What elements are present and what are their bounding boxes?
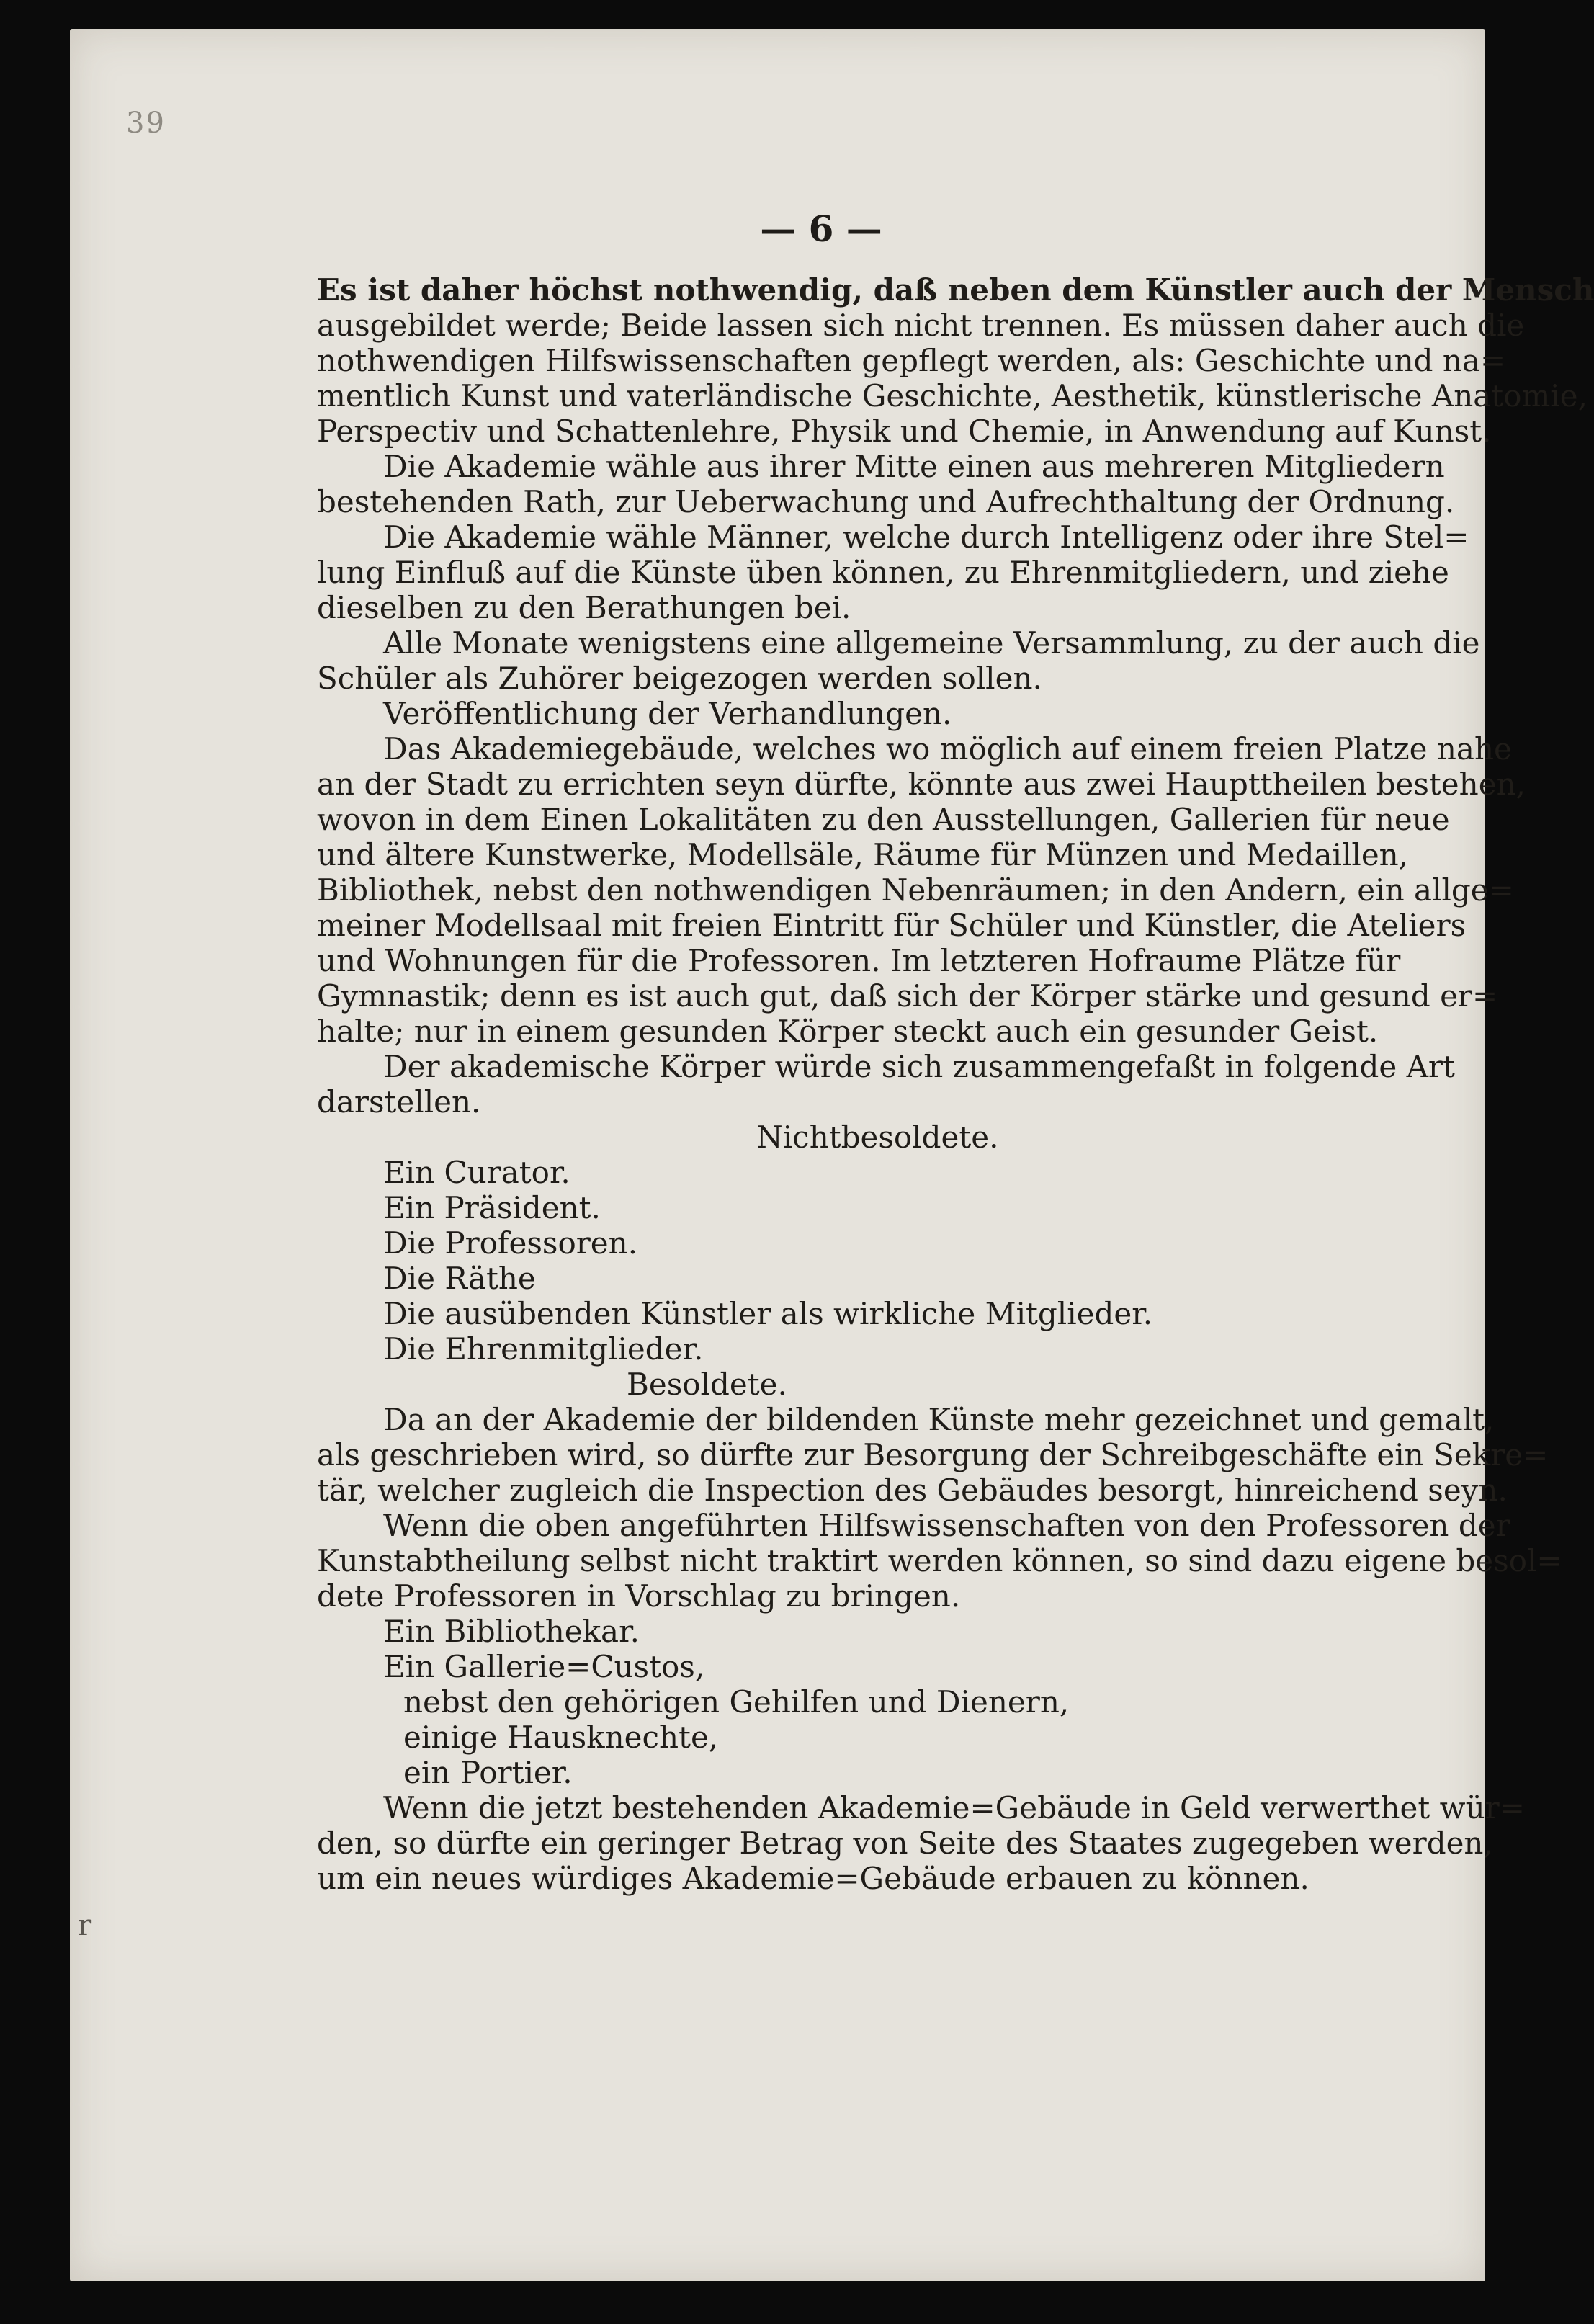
text-line: und ältere Kunstwerke, Modellsäle, Räume für Münzen und Medaillen, bbox=[317, 837, 1409, 872]
text-line: Die Akademie wähle aus ihrer Mitte einen aus mehreren Mitgliedern bbox=[383, 449, 1445, 484]
text-line: dieselben zu den Berathungen bei. bbox=[317, 590, 851, 625]
text-line: tär, welcher zugleich die Inspection des Gebäudes besorgt, hinreichend seyn. bbox=[317, 1472, 1508, 1508]
text-line: Gymnastik; denn es ist auch gut, daß sich der Körper stärke und gesund er= bbox=[317, 978, 1498, 1014]
text-line: Der akademische Körper würde sich zusammengefaßt in folgende Art bbox=[383, 1049, 1455, 1084]
list-item: Die Professoren. bbox=[383, 1225, 638, 1261]
list-item: einige Hausknechte, bbox=[403, 1720, 719, 1755]
list-item: Die Räthe bbox=[383, 1261, 536, 1296]
text-line: darstellen. bbox=[317, 1084, 481, 1119]
body-text bbox=[317, 272, 1594, 1896]
text-line: Es ist daher höchst nothwendig, daß neben dem Künstler auch der Mensch bbox=[317, 272, 1594, 308]
text-line: Wenn die jetzt bestehenden Akademie=Gebäude in Geld verwerthet wür= bbox=[383, 1790, 1525, 1825]
page-number: — 6 — bbox=[760, 207, 882, 250]
text-line: meiner Modellsaal mit freien Eintritt für Schüler und Künstler, die Ateliers bbox=[317, 908, 1467, 943]
text-line: Die Akademie wähle Männer, welche durch Intelligenz oder ihre Stel= bbox=[383, 519, 1469, 555]
text-line: lung Einfluß auf die Künste üben können, zu Ehrenmitgliedern, und ziehe bbox=[317, 555, 1449, 590]
margin-mark: r bbox=[78, 1909, 92, 1942]
text-line: an der Stadt zu errichten seyn dürfte, könnte aus zwei Haupttheilen bestehen, bbox=[317, 767, 1526, 802]
text-line: Wenn die oben angeführten Hilfswissenschaften von den Professoren der bbox=[383, 1508, 1510, 1543]
list-item: nebst den gehörigen Gehilfen und Dienern, bbox=[403, 1684, 1070, 1720]
pencil-corner-mark: 39 bbox=[126, 107, 166, 140]
text-line: wovon in dem Einen Lokalitäten zu den Ausstellungen, Gallerien für neue bbox=[317, 802, 1450, 837]
list-item: Die Ehrenmitglieder. bbox=[383, 1331, 704, 1367]
list-item: Ein Präsident. bbox=[383, 1190, 601, 1225]
text-line: um ein neues würdiges Akademie=Gebäude erbauen zu können. bbox=[317, 1861, 1309, 1896]
text-line: Bibliothek, nebst den nothwendigen Nebenräumen; in den Andern, ein allge= bbox=[317, 872, 1514, 908]
text-line: Alle Monate wenigstens eine allgemeine Versammlung, zu der auch die bbox=[383, 625, 1480, 661]
text-line: Schüler als Zuhörer beigezogen werden sollen. bbox=[317, 661, 1042, 696]
text-line: dete Professoren in Vorschlag zu bringen. bbox=[317, 1578, 961, 1614]
text-line: den, so dürfte ein geringer Betrag von Seite des Staates zugegeben werden, bbox=[317, 1825, 1493, 1861]
list-item: Ein Bibliothekar. bbox=[383, 1614, 640, 1649]
section-heading-paid: Besoldete. bbox=[627, 1367, 787, 1402]
text-line: Kunstabtheilung selbst nicht traktirt werden können, so sind dazu eigene besol= bbox=[317, 1543, 1562, 1578]
text-line: als geschrieben wird, so dürfte zur Besorgung der Schreibgeschäfte ein Sekre= bbox=[317, 1437, 1549, 1472]
list-item: ein Portier. bbox=[403, 1755, 573, 1790]
text-line: Perspectiv und Schattenlehre, Physik und Chemie, in Anwendung auf Kunst. bbox=[317, 414, 1492, 449]
text-line: Das Akademiegebäude, welches wo möglich auf einem freien Platze nahe bbox=[383, 731, 1512, 767]
list-item: Die ausübenden Künstler als wirkliche Mitglieder. bbox=[383, 1296, 1153, 1331]
text-line: halte; nur in einem gesunden Körper steckt auch ein gesunder Geist. bbox=[317, 1014, 1379, 1049]
text-line: bestehenden Rath, zur Ueberwachung und Aufrechthaltung der Ordnung. bbox=[317, 484, 1455, 519]
text-line: mentlich Kunst und vaterländische Geschichte, Aesthetik, künstlerische Anatomie, bbox=[317, 378, 1588, 414]
list-item: Ein Curator. bbox=[383, 1155, 570, 1190]
text-line: ausgebildet werde; Beide lassen sich nicht trennen. Es müssen daher auch die bbox=[317, 308, 1525, 343]
list-item: Ein Gallerie=Custos, bbox=[383, 1649, 705, 1684]
section-heading-unpaid: Nichtbesoldete. bbox=[756, 1119, 999, 1155]
text-line: Da an der Akademie der bildenden Künste mehr gezeichnet und gemalt, bbox=[383, 1402, 1495, 1437]
text-line: nothwendigen Hilfswissenschaften gepflegt werden, als: Geschichte und na= bbox=[317, 343, 1506, 378]
text-line: Veröffentlichung der Verhandlungen. bbox=[383, 696, 952, 731]
text-line: und Wohnungen für die Professoren. Im letzteren Hofraume Plätze für bbox=[317, 943, 1401, 978]
